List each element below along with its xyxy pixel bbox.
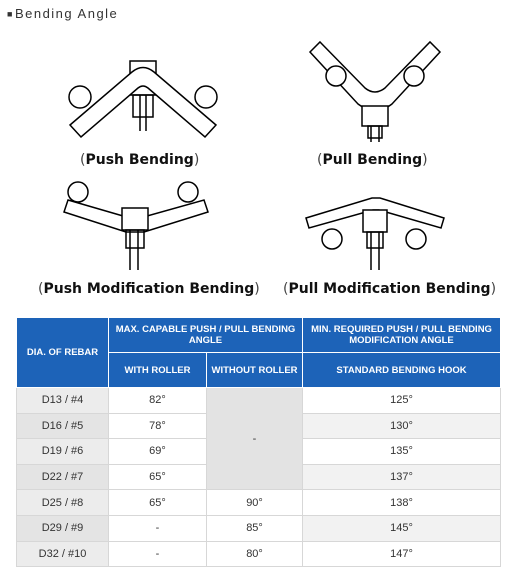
pull-modification-caption: (Pull Modification Bending) [283,281,497,297]
with-roller-cell: - [109,515,207,541]
with-roller-cell: - [109,541,207,567]
press-head [122,208,148,230]
without-roller-cell: 90° [207,490,303,516]
hook-cell: 147° [303,541,501,567]
hook-cell: 137° [303,464,501,490]
table-row [17,388,501,414]
press-head [363,210,387,232]
roller-left [69,86,91,108]
without-roller-cell: 80° [207,541,303,567]
without-roller-merged-cell: - [207,388,303,490]
dia-cell: D13 / #4 [17,388,109,414]
with-roller-cell: 65° [109,490,207,516]
with-roller-cell: 78° [109,413,207,439]
dia-cell: D32 / #10 [17,541,109,567]
hook-cell: 145° [303,515,501,541]
section-heading [7,6,118,21]
with-roller-cell: 65° [109,464,207,490]
with-roller-cell: 82° [109,388,207,414]
roller-right [178,182,198,202]
roller-left [68,182,88,202]
dia-cell: D16 / #5 [17,413,109,439]
pull-modification-diagram [302,188,448,273]
push-modification-caption: (Push Modification Bending) [38,281,260,297]
max-angle-header: MAX. CAPABLE PUSH / PULL BENDING ANGLE [109,318,303,353]
push-modification-diagram [60,178,220,273]
roller-left [322,229,342,249]
rebar [70,68,216,138]
dia-cell: D25 / #8 [17,490,109,516]
hook-cell: 138° [303,490,501,516]
roller-right [406,229,426,249]
bending-angle-table [16,317,501,567]
roller-right [404,66,424,86]
roller-left [326,66,346,86]
hook-cell: 125° [303,388,501,414]
dia-cell: D22 / #7 [17,464,109,490]
dia-header: DIA. OF REBAR [17,318,109,388]
push-bending-diagram [60,55,230,150]
press-head [362,106,388,126]
with-roller-cell: 69° [109,439,207,465]
dia-cell: D29 / #9 [17,515,109,541]
dia-cell: D19 / #6 [17,439,109,465]
min-angle-header: MIN. REQUIRED PUSH / PULL BENDING MODIFICATION ANGLE [303,318,501,353]
hook-cell: 130° [303,413,501,439]
push-bending-caption: (Push Bending) [80,152,200,168]
table-row [17,515,501,541]
pull-bending-diagram [300,32,450,142]
table-row [17,490,501,516]
section-title: Bending Angle [14,6,119,21]
table-row [17,541,501,567]
without-roller-cell: 85° [207,515,303,541]
hook-header: STANDARD BENDING HOOK [303,353,501,388]
square-bullet-icon: ■ [7,9,14,19]
pull-bending-caption: (Pull Bending) [317,152,428,168]
without-roller-header: WITHOUT ROLLER [207,353,303,388]
with-roller-header: WITH ROLLER [109,353,207,388]
roller-right [195,86,217,108]
hook-cell: 135° [303,439,501,465]
